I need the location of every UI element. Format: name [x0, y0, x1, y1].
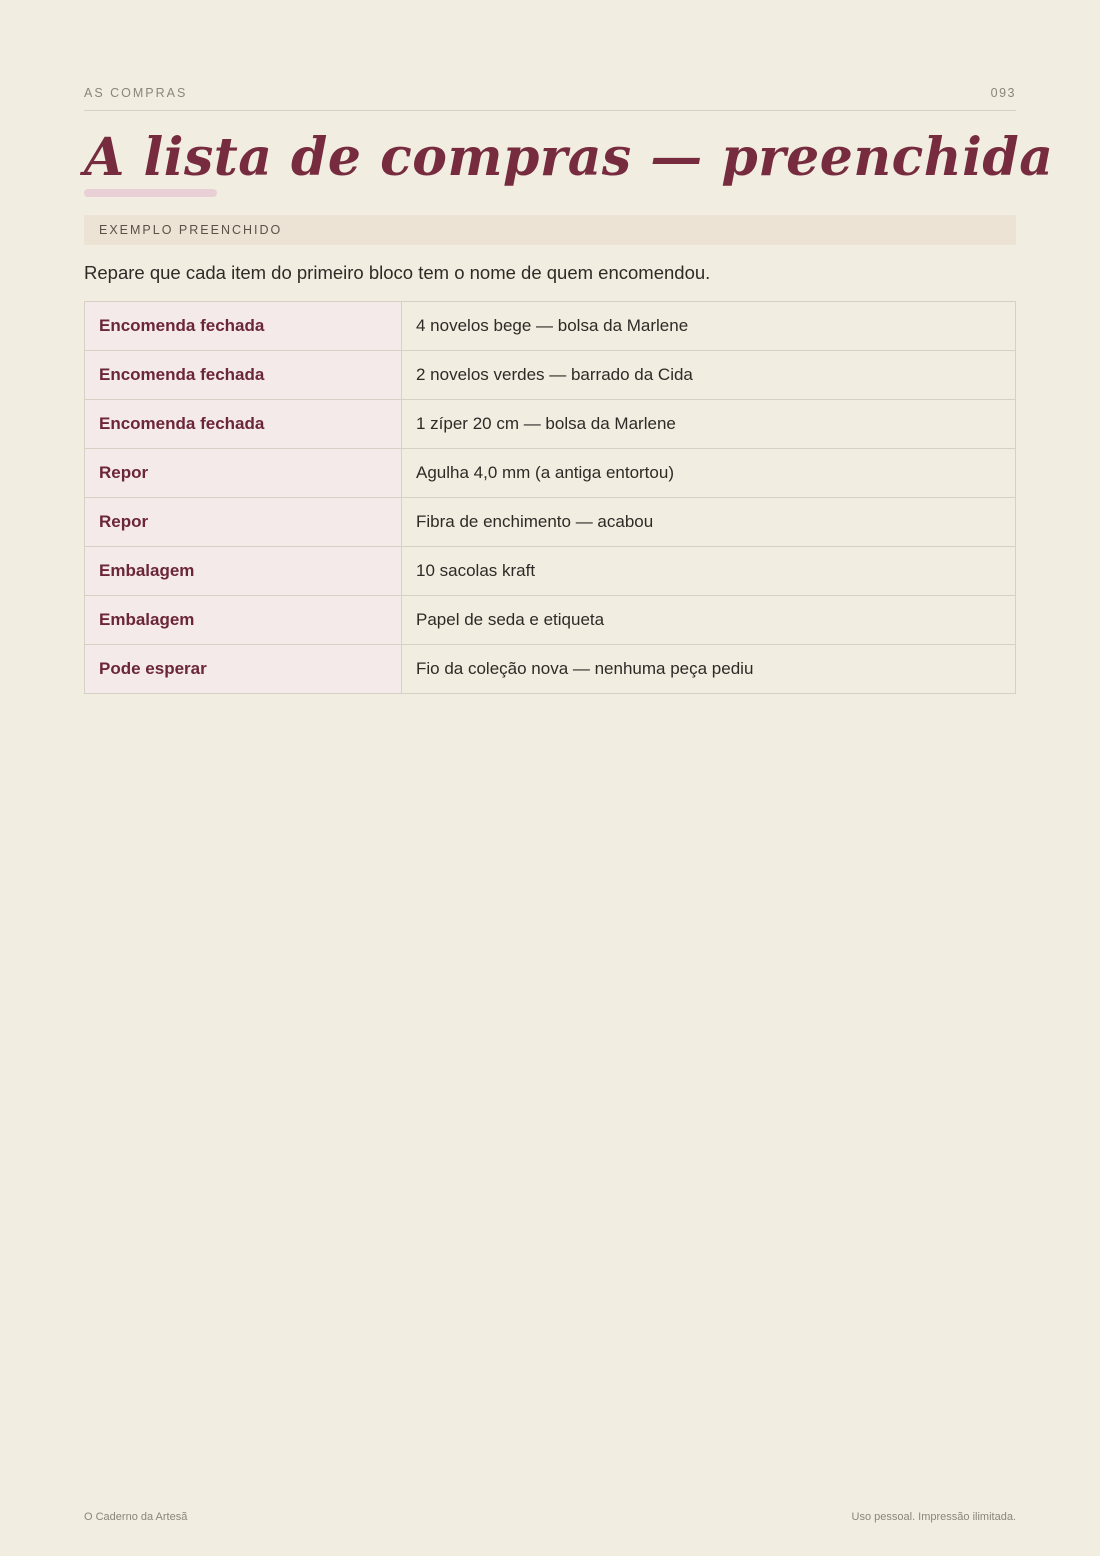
- item-cell: 4 novelos bege — bolsa da Marlene: [402, 302, 1016, 351]
- category-cell: Embalagem: [85, 596, 402, 645]
- page-title: A lista de compras — preenchida: [84, 127, 1054, 188]
- category-cell: Embalagem: [85, 547, 402, 596]
- footer-publication: O Caderno da Artesã: [84, 1511, 188, 1523]
- item-cell: Fio da coleção nova — nenhuma peça pediu: [402, 645, 1016, 694]
- category-cell: Repor: [85, 449, 402, 498]
- item-cell: 10 sacolas kraft: [402, 547, 1016, 596]
- category-cell: Encomenda fechada: [85, 400, 402, 449]
- table-row: [85, 596, 1016, 645]
- table-row: [85, 449, 1016, 498]
- table-row: [85, 645, 1016, 694]
- section-name: AS COMPRAS: [84, 86, 188, 100]
- category-cell: Encomenda fechada: [85, 302, 402, 351]
- table-row: [85, 351, 1016, 400]
- item-cell: Agulha 4,0 mm (a antiga entortou): [402, 449, 1016, 498]
- table-row: [85, 547, 1016, 596]
- footer-license: Uso pessoal. Impressão ilimitada.: [851, 1511, 1016, 1523]
- table-row: [85, 302, 1016, 351]
- shopping-list-table: [84, 301, 1016, 694]
- page-number: 093: [990, 86, 1016, 100]
- example-label-bar: [84, 215, 1016, 245]
- category-cell: Pode esperar: [85, 645, 402, 694]
- table-row: [85, 498, 1016, 547]
- table-row: [85, 400, 1016, 449]
- item-cell: 1 zíper 20 cm — bolsa da Marlene: [402, 400, 1016, 449]
- category-cell: Encomenda fechada: [85, 351, 402, 400]
- title-underline: [84, 189, 217, 197]
- item-cell: 2 novelos verdes — barrado da Cida: [402, 351, 1016, 400]
- category-cell: Repor: [85, 498, 402, 547]
- page-footer: [84, 1511, 1016, 1523]
- example-label: EXEMPLO PREENCHIDO: [99, 223, 283, 237]
- running-head: [84, 86, 1016, 111]
- item-cell: Fibra de enchimento — acabou: [402, 498, 1016, 547]
- item-cell: Papel de seda e etiqueta: [402, 596, 1016, 645]
- intro-text: Repare que cada item do primeiro bloco tem o nome de quem encomendou.: [84, 262, 711, 283]
